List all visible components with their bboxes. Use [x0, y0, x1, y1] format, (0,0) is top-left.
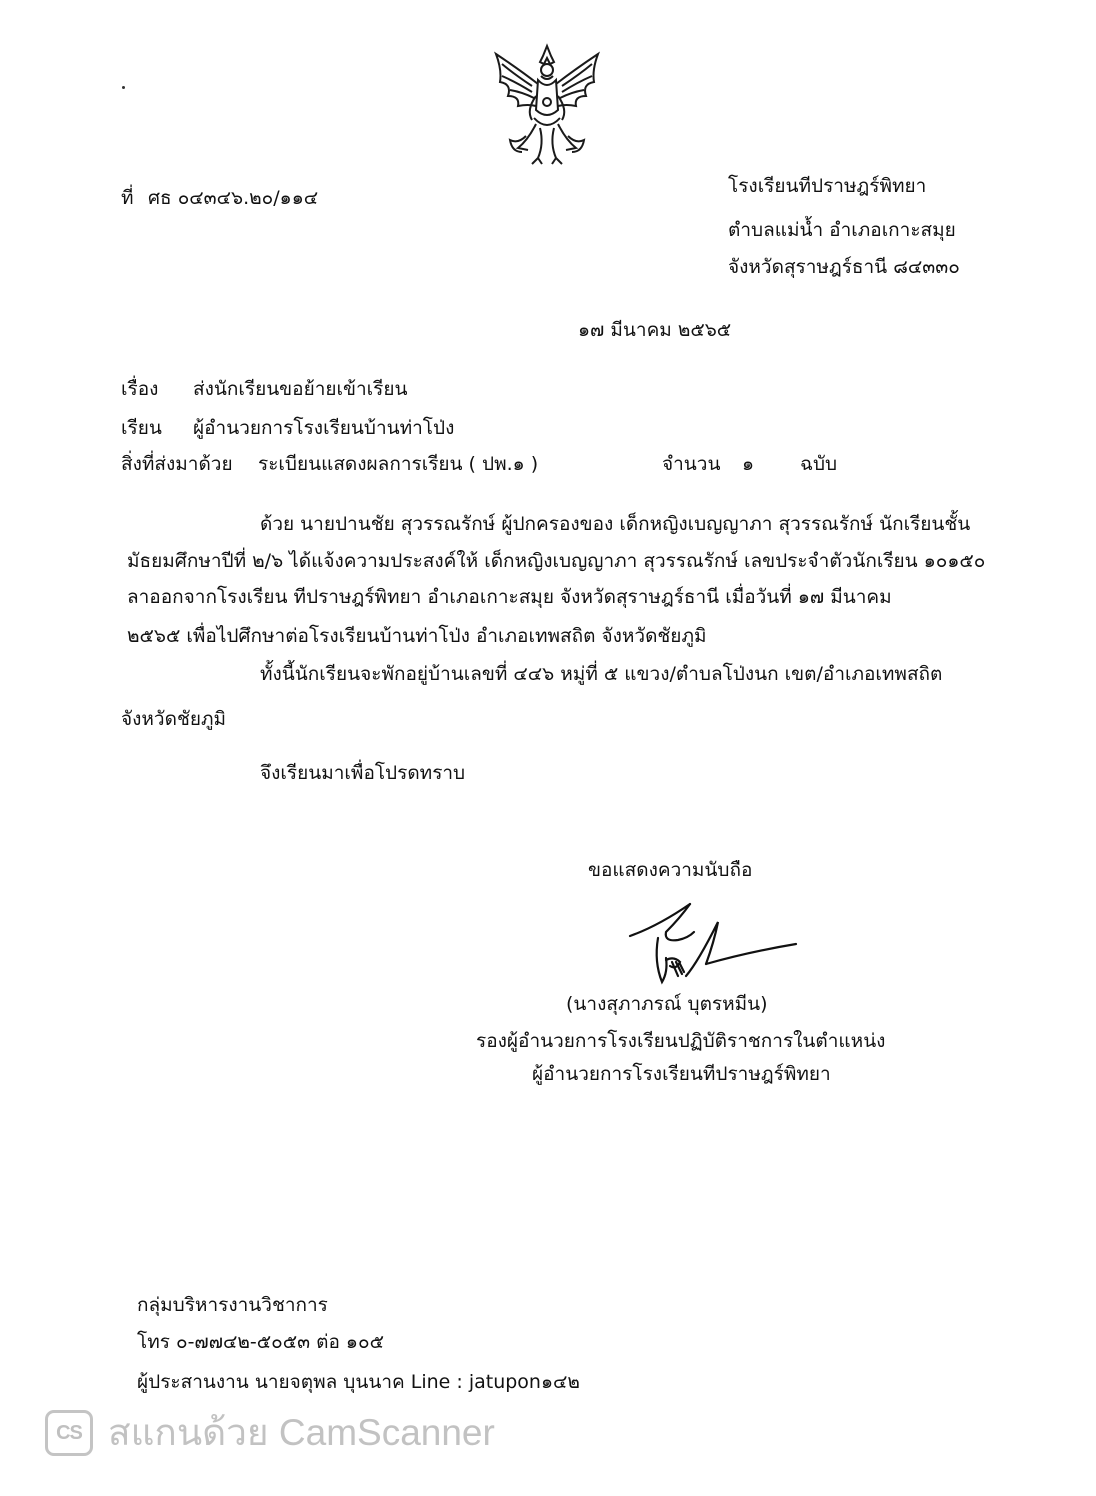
address-line2: จังหวัดสุราษฎร์ธานี ๘๔๓๓๐	[728, 256, 960, 278]
body-line: ลาออกจากโรงเรียน ทีปราษฎร์พิทยา อำเภอเกาะสมุย จังหวัดสุราษฎร์ธานี เมื่อวันที่ ๑๗ มีนาคม	[127, 586, 892, 608]
subject-label: เรื่อง	[121, 378, 159, 400]
signer-position: ผู้อำนวยการโรงเรียนทีปราษฎร์พิทยา	[532, 1063, 831, 1085]
garuda-emblem-icon	[488, 40, 606, 168]
quantity-value: ๑	[742, 453, 755, 475]
school-name: โรงเรียนทีปราษฎร์พิทยา	[728, 175, 927, 197]
closing-line: จึงเรียนมาเพื่อโปรดทราบ	[260, 762, 466, 784]
enclosure-label: สิ่งที่ส่งมาด้วย	[121, 453, 233, 475]
body-line: จังหวัดชัยภูมิ	[121, 708, 227, 730]
department: กลุ่มบริหารงานวิชาการ	[137, 1294, 328, 1316]
recipient: ผู้อำนวยการโรงเรียนบ้านท่าโป่ง	[193, 417, 455, 439]
doc-number-label: ที่	[121, 187, 134, 209]
subject: ส่งนักเรียนขอย้ายเข้าเรียน	[193, 378, 408, 400]
scan-dot	[122, 86, 125, 89]
quantity-label: จำนวน	[662, 453, 721, 475]
camscanner-logo-icon	[45, 1410, 93, 1456]
letter-date: ๑๗ มีนาคม ๒๕๖๕	[578, 319, 732, 341]
body-line: ด้วย นายปานชัย สุวรรณรักษ์ ผู้ปกครองของ เด็กหญิงเบญญาภา สุวรรณรักษ์ นักเรียนชั้น	[260, 513, 971, 535]
doc-number: ศธ ๐๔๓๔๖.๒๐/๑๑๔	[148, 187, 319, 209]
body-line: ทั้งนี้นักเรียนจะพักอยู่บ้านเลขที่ ๔๔๖ หมู่ที่ ๕ แขวง/ตำบลโป่งนก เขต/อำเภอเทพสถิต	[260, 663, 943, 685]
body-line: ๒๕๖๕ เพื่อไปศึกษาต่อโรงเรียนบ้านท่าโป่ง อำเภอเทพสถิต จังหวัดชัยภูมิ	[127, 625, 707, 647]
regards: ขอแสดงความนับถือ	[588, 859, 753, 881]
body-line: มัธยมศึกษาปีที่ ๒/๖ ได้แจ้งความประสงค์ให้ เด็กหญิงเบญญาภา สุวรรณรักษ์ เลขประจำตัวนักเรียน ๑๐๑๕๐	[127, 550, 986, 572]
camscanner-logo-text: CS	[56, 1421, 82, 1444]
address-line1: ตำบลแม่น้ำ อำเภอเกาะสมุย	[728, 219, 956, 241]
phone: โทร ๐-๗๗๔๒-๕๐๕๓ ต่อ ๑๐๕	[137, 1331, 384, 1353]
coordinator: ผู้ประสานงาน นายจตุพล บุนนาค Line : jatupon๑๔๒	[137, 1371, 580, 1393]
quantity-unit: ฉบับ	[800, 453, 838, 475]
signer-position: รองผู้อำนวยการโรงเรียนปฏิบัติราชการในตำแหน่ง	[476, 1030, 886, 1052]
recipient-label: เรียน	[121, 417, 162, 439]
camscanner-watermark: สแกนด้วย CamScanner	[108, 1412, 495, 1453]
enclosure: ระเบียนแสดงผลการเรียน ( ปพ.๑ )	[258, 453, 539, 475]
handwritten-signature-icon	[618, 902, 808, 994]
signer-name: (นางสุภาภรณ์ บุตรหมีน)	[566, 993, 768, 1015]
